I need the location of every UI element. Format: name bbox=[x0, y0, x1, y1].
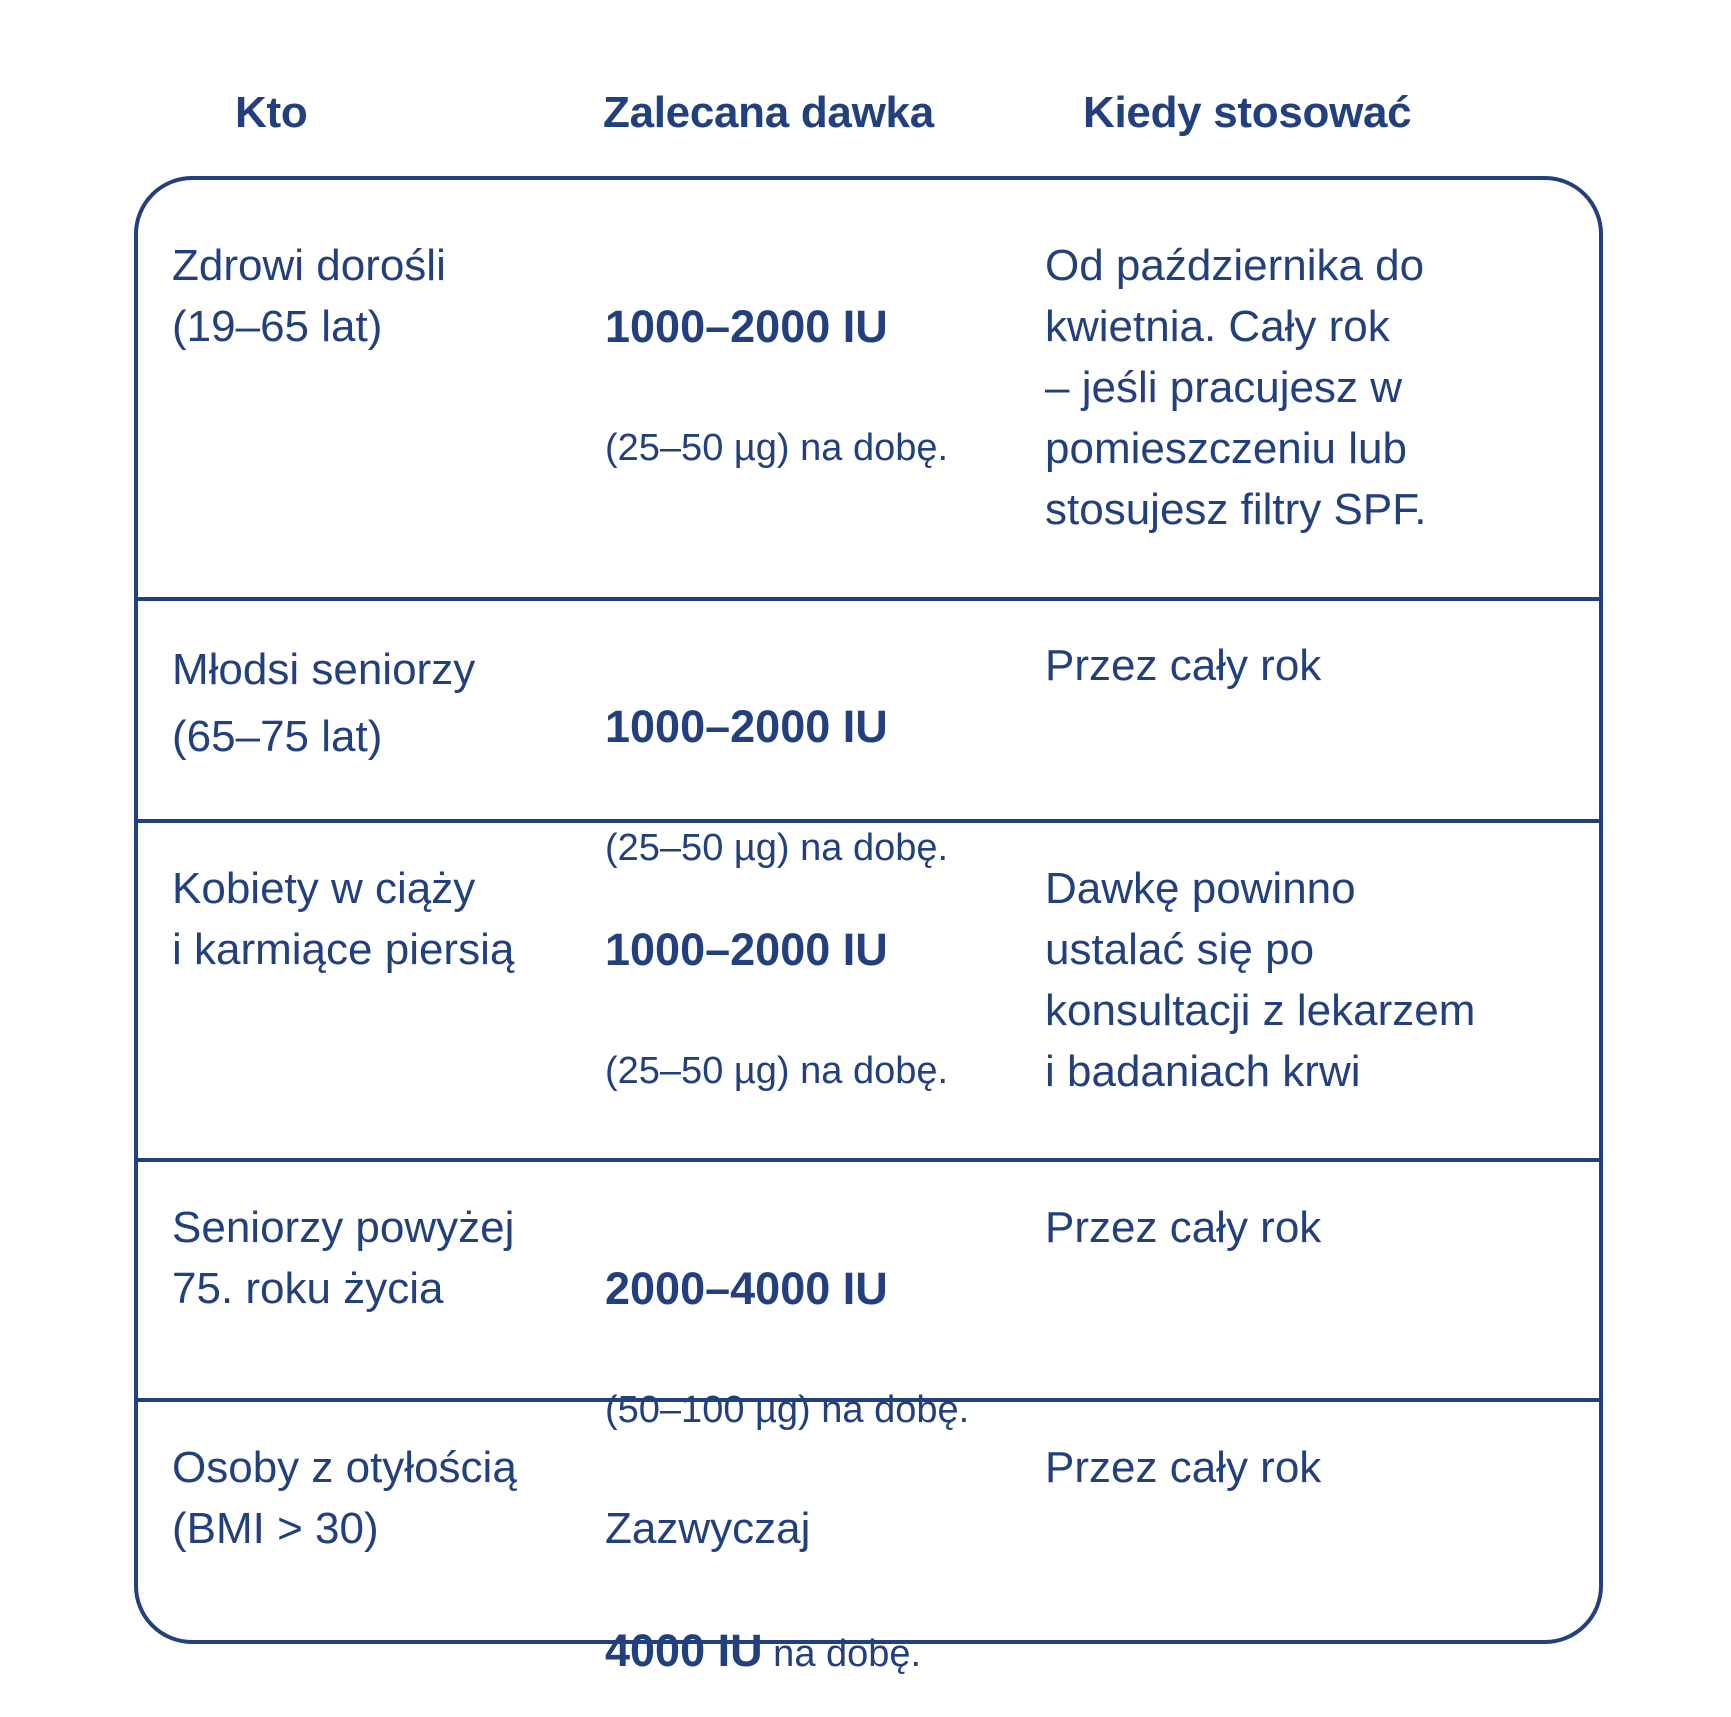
header-kto: Kto bbox=[235, 88, 308, 137]
table-row-2-when: Przez cały rok bbox=[1045, 641, 1322, 690]
table-row-1-who: Zdrowi dorośli (19–65 lat) bbox=[172, 241, 446, 351]
dose-main: 1000–2000 IU bbox=[605, 701, 888, 752]
header-kiedy-stosowac: Kiedy stosować bbox=[1083, 88, 1412, 137]
dose-suffix: na dobę. bbox=[762, 1633, 922, 1675]
dose-line bbox=[605, 1627, 921, 1676]
dose-sub: (25–50 µg) na dobę. bbox=[605, 1050, 949, 1092]
dose-sub: (50–100 µg) na dobę. bbox=[605, 1389, 970, 1431]
dose-prefix: Zazwyczaj bbox=[605, 1504, 811, 1553]
table-row-4-when: Przez cały rok bbox=[1045, 1203, 1322, 1252]
table-row-3-who: Kobiety w ciąży i karmiące piersią bbox=[172, 864, 515, 974]
row-divider bbox=[134, 597, 1603, 601]
dose-main: 2000–4000 IU bbox=[605, 1263, 888, 1314]
table-row-5-dose bbox=[605, 1437, 921, 1685]
dose-sub: (25–50 µg) na dobę. bbox=[605, 827, 949, 869]
dose-sub: (25–50 µg) na dobę. bbox=[605, 427, 949, 469]
table-row-3-dose bbox=[605, 858, 948, 1163]
table-row-5-when: Przez cały rok bbox=[1045, 1443, 1322, 1492]
table-row-4-who: Seniorzy powyżej 75. roku życia bbox=[172, 1203, 515, 1313]
table-row-3-when: Dawkę powinno ustalać się po konsultacji z lekarzem i badaniach krwi bbox=[1045, 864, 1476, 1096]
table-row-5-who: Osoby z otyłością (BMI > 30) bbox=[172, 1443, 517, 1553]
dose-bold: 4000 IU bbox=[605, 1625, 763, 1676]
table-row-1-when: Od października do kwietnia. Cały rok – jeśli pracujesz w pomieszczeniu lub stosujesz filtry SPF. bbox=[1045, 241, 1427, 534]
table-row-1-dose bbox=[605, 235, 948, 540]
dose-main: 1000–2000 IU bbox=[605, 301, 888, 352]
table-row-2-who: Młodsi seniorzy (65–75 lat) bbox=[172, 645, 476, 761]
header-zalecana-dawka: Zalecana dawka bbox=[603, 88, 934, 137]
dose-main: 1000–2000 IU bbox=[605, 924, 888, 975]
